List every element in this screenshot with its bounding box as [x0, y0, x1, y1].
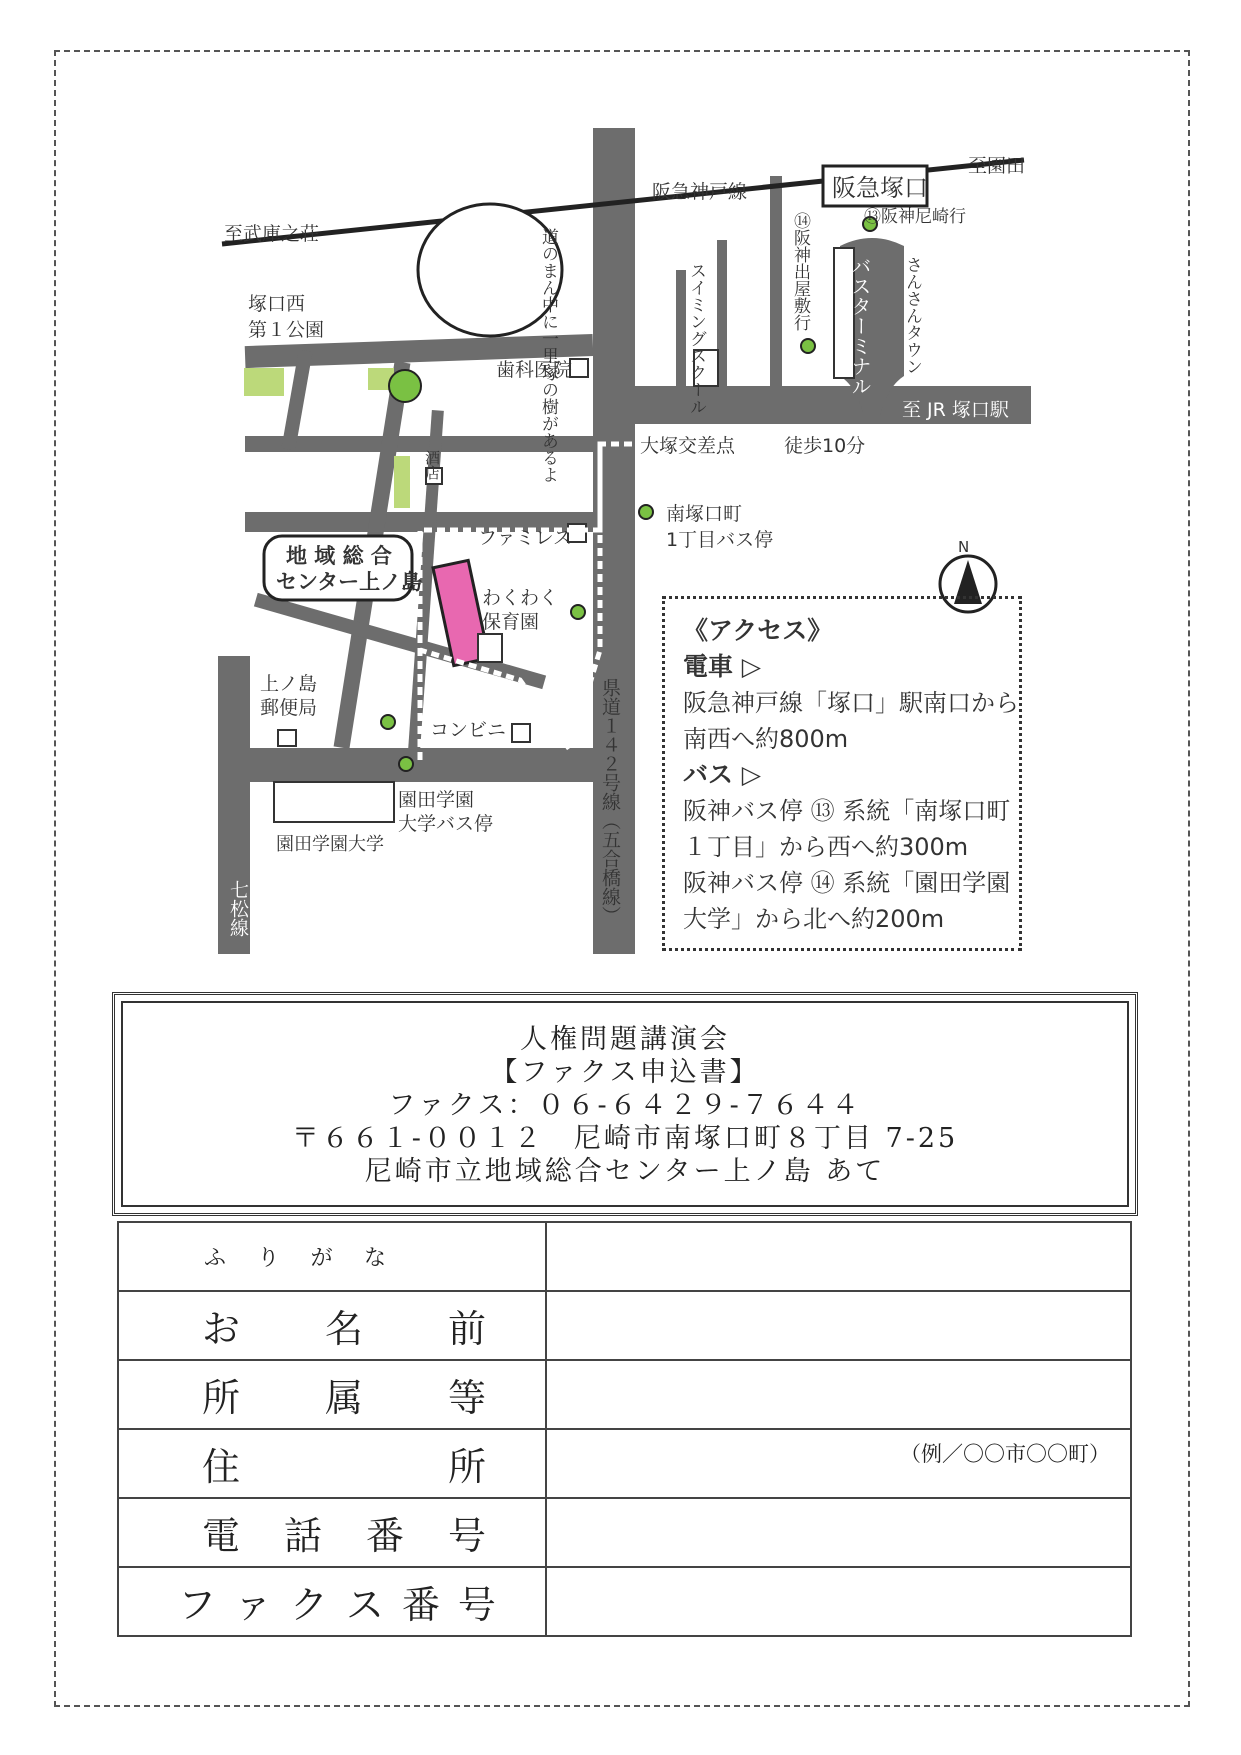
form-row-name — [118, 1291, 1131, 1360]
svg-text:道のまん中に一里塚の樹があるよ: 道のまん中に一里塚の樹があるよ — [538, 228, 558, 483]
form-row-furigana — [118, 1222, 1131, 1291]
form-title: 【ファクス申込書】 — [490, 1057, 760, 1088]
post-box — [278, 730, 296, 746]
fax-header — [112, 992, 1138, 1216]
label-conbini: コンビニ — [430, 719, 507, 741]
svg-text:地 域 総 合: 地 域 総 合 — [286, 544, 392, 568]
label-to-sonoda: 至園田 — [968, 155, 1026, 177]
svg-text:七松線: 七松線 — [227, 880, 249, 937]
bus-stop-nursery — [571, 605, 585, 619]
name-field[interactable] — [546, 1291, 1131, 1360]
fax-number: ファクス：０６-６４２９-７６４４ — [388, 1090, 862, 1121]
bus-stop-sonoda — [399, 757, 413, 771]
event-title: 人権問題講演会 — [520, 1024, 730, 1055]
label-otsuka: 大塚交差点 — [640, 435, 736, 457]
bus-text-4: 大学」から北へ約200m — [683, 905, 945, 933]
svg-text:⑭阪神出屋敷行: ⑭阪神出屋敷行 — [790, 212, 810, 331]
svg-text:スイミングスクール: スイミングスクール — [686, 262, 706, 415]
bus-text-1: 阪神バス停 ⑬ 系統「南塚口町 — [683, 797, 1011, 825]
svg-text:センター上ノ島: センター上ノ島 — [276, 570, 423, 594]
label-walk: 徒歩10分 — [784, 435, 866, 457]
label-nursery-1: わくわく — [482, 587, 559, 609]
form-row-phone — [118, 1498, 1131, 1567]
furigana-field[interactable] — [546, 1222, 1131, 1291]
train-text-1: 阪急神戸線「塚口」駅南口から — [683, 689, 1019, 717]
label-minami-bus-2: 1丁目バス停 — [666, 529, 774, 551]
label-dental: 歯科医院 — [496, 359, 573, 381]
bus-stop-14 — [801, 339, 815, 353]
bus-text-3: 阪神バス停 ⑭ 系統「園田学園 — [683, 869, 1011, 897]
swim-road — [676, 270, 686, 386]
recipient: 尼崎市立地域総合センター上ノ島 あて — [364, 1156, 886, 1187]
label-to-mukonoso: 至武庫之荘 — [224, 223, 320, 245]
label-bus-13: ⑬阪神尼崎行 — [864, 207, 966, 227]
svg-text:酒店: 酒店 — [423, 450, 441, 480]
university-box — [274, 782, 394, 822]
postal-address: 〒６６１-００１２ 尼崎市南塚口町８丁目 7-25 — [291, 1123, 959, 1154]
svg-text:県道１４２号線（五合橋線）: 県道１４２号線（五合橋線） — [599, 678, 621, 925]
center-label — [264, 536, 422, 600]
address-example: （例／〇〇市〇〇町） — [900, 1442, 1110, 1466]
phone-field[interactable] — [546, 1498, 1131, 1567]
furigana-label: ふ り が な — [204, 1246, 386, 1271]
conbini-box — [512, 724, 530, 742]
label-post-2: 郵便局 — [260, 697, 318, 719]
label-park-1: 塚口西 — [248, 293, 306, 315]
train-heading: 電車 ▷ — [683, 652, 761, 681]
form-row-affiliation — [118, 1360, 1131, 1429]
access-title: 《アクセス》 — [683, 616, 833, 645]
park-area-1 — [244, 368, 284, 396]
label-sonoda-bus-2: 大学バス停 — [398, 813, 494, 835]
train-text-2: 南西へ約800m — [683, 725, 849, 753]
address-field[interactable] — [546, 1429, 1131, 1498]
label-nursery-2: 保育園 — [482, 611, 540, 633]
svg-text:さんさんタウン: さんさんタウン — [902, 256, 922, 375]
label-north: N — [958, 538, 970, 556]
address-label: 住 所 — [202, 1445, 486, 1489]
label-hankyu-line: 阪急神戸線 — [652, 181, 748, 203]
fax-label: フ ァ ク ス 番 号 — [178, 1583, 496, 1627]
terminal-road — [770, 176, 782, 386]
name-label: お 名 前 — [202, 1307, 486, 1351]
park-area-3 — [394, 456, 410, 508]
label-minami-bus-1: 南塚口町 — [666, 503, 743, 525]
bus-heading: バス ▷ — [683, 760, 761, 789]
label-sonoda-univ: 園田学園大学 — [276, 834, 384, 855]
label-family-rest: ファミレス — [478, 527, 573, 549]
bus-text-2: １丁目」から西へ約300m — [683, 833, 969, 861]
affiliation-field[interactable] — [546, 1360, 1131, 1429]
dental-box — [570, 359, 588, 377]
form-row-address — [118, 1429, 1131, 1498]
application-form — [117, 1221, 1132, 1637]
svg-text:バスターミナル: バスターミナル — [848, 256, 872, 396]
fax-field[interactable] — [546, 1567, 1131, 1636]
label-post-1: 上ノ島 — [260, 673, 318, 695]
affiliation-label: 所 属 等 — [202, 1376, 486, 1420]
phone-label: 電 話 番 号 — [202, 1514, 486, 1558]
label-sonoda-bus-1: 園田学園 — [398, 789, 475, 811]
label-tsukaguchi-station: 阪急塚口 — [832, 174, 928, 202]
ichirizuka-tree — [389, 370, 421, 402]
bus-stop-minami — [639, 505, 653, 519]
label-to-jr: 至 JR 塚口駅 — [902, 399, 1009, 421]
nursery-box — [478, 634, 502, 662]
access-box — [662, 596, 1022, 951]
bus-stop-conbini — [381, 715, 395, 729]
form-row-fax — [118, 1567, 1131, 1636]
label-park-2: 第１公園 — [248, 319, 325, 341]
